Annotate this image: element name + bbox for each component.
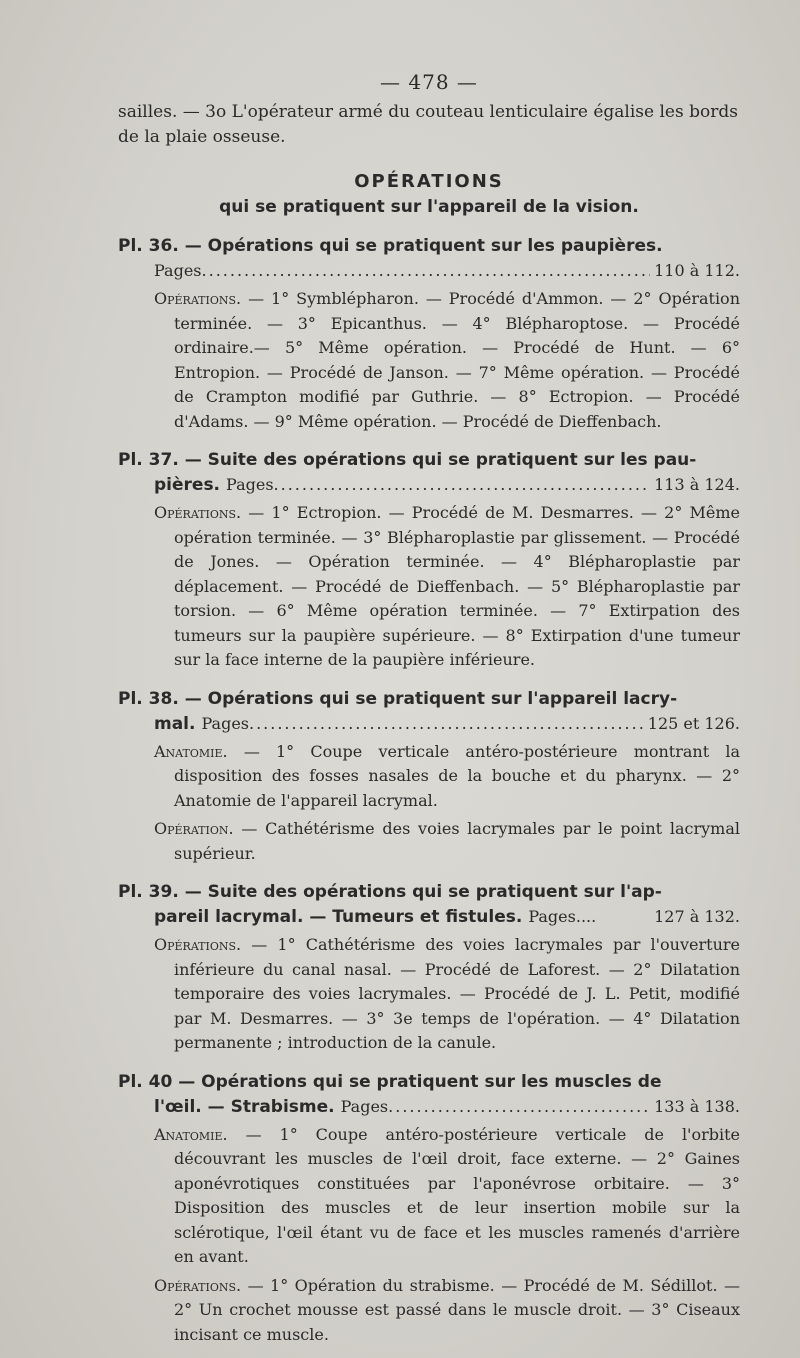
- plate-37: [118, 448, 740, 673]
- plate-title-cont: pières.: [154, 475, 221, 495]
- pages-label: Pages: [226, 475, 274, 494]
- plate-36: [118, 234, 740, 434]
- pages-label: Pages: [340, 1096, 389, 1116]
- leader-dots: [388, 1095, 650, 1119]
- leader-dots: [274, 473, 651, 497]
- pages-label: Pages: [201, 713, 249, 733]
- entry-text: — 1° Ectropion. — Procédé de M. Desmarres. — 2° Même opération terminée. — 3° Blépharoplastie par glissement. — Procédé de Jones. — Opération terminée. — 4° Blépharoplastie par déplacement. — Procédé de Dieffenbach. — 5° Blépharoplastie par torsion. — 6° Même opération terminée. — 7° Extirpation des tumeurs sur la paupière supérieure. — 8° Extirpation d'une tumeur sur la face interne de la paupière inférieure.: [174, 503, 740, 669]
- plate-title: Pl. 37. — Suite des opérations qui se pratiquent sur les pau-: [118, 450, 697, 470]
- entry-label: Opérations.: [154, 1275, 242, 1295]
- text-column: [118, 70, 740, 1347]
- pages-line: [118, 259, 740, 283]
- pages-line: [118, 473, 740, 497]
- entry-text: — Cathétérisme des voies lacrymales par le point lacrymal supérieur.: [174, 819, 740, 863]
- entry-label: Opérations.: [154, 935, 242, 954]
- spacer: [596, 905, 650, 929]
- pages-range: 133 à 138.: [654, 1096, 740, 1116]
- pages-line: [118, 905, 740, 929]
- entry-label: Opérations.: [154, 289, 242, 308]
- section-title: OPÉRATIONS: [354, 171, 504, 192]
- entry: [138, 501, 740, 673]
- plate-title-cont: pareil lacrymal. — Tumeurs et fistules.: [154, 907, 523, 927]
- entry-text: — 1° Symblépharon. — Procédé d'Ammon. — 2° Opération terminée. — 3° Epicanthus. — 4° Blépharoptose. — Procédé ordinaire.— 5° Même opération. — Procédé de Hunt. — 6° Entropion. — Procédé de Janson. — 7° Même opération. — Procédé de Crampton modifié par Guthrie. — 8° Ectropion. — Procédé d'Adams. — 9° Même opération. — Procédé de Dieffenbach.: [174, 289, 740, 431]
- entry-text: — 1° Cathétérisme des voies lacrymales par l'ouverture inférieure du canal nasal. — Procédé de Laforest. — 2° Dilatation temporaire des voies lacrymales. — Procédé de J. L. Petit, modifié par M. Desmarres. — 3° 3e temps de l'opération. — 4° Dilatation permanente ; introduction de la canule.: [174, 935, 740, 1052]
- entry: [138, 287, 740, 434]
- entry-text: — 1° Coupe antéro-postérieure verticale de l'orbite découvrant les muscles de l'œil droit, face externe. — 2° Gaines aponévrotiques constituées par l'aponévrose orbitaire. — 3° Disposition des muscles et de leur insertion mobile sur la sclérotique, l'œil étant vu de face et les muscles ramenés d'arrière en avant.: [174, 1124, 740, 1266]
- entry-text: — 1° Opération du strabisme. — Procédé de M. Sédillot. — 2° Un crochet mousse est passé dans le muscle droit. — 3° Ciseaux incisant ce muscle.: [174, 1275, 740, 1344]
- entry: [138, 1274, 740, 1348]
- entry-label: Opérations.: [154, 503, 242, 522]
- entry-label: Anatomie.: [154, 741, 228, 761]
- plate-title-cont: l'œil. — Strabisme.: [154, 1096, 335, 1117]
- pages-label: Pages: [154, 261, 202, 280]
- plate-38: [118, 687, 740, 867]
- pages-label: Pages....: [528, 907, 597, 926]
- plate-title: Pl. 36. — Opérations qui se pratiquent sur les paupières.: [118, 236, 663, 256]
- intro-line-1: sailles. — 3o L'opérateur armé du couteau lenticulaire égalise les bords: [118, 102, 738, 122]
- pages-range: 113 à 124.: [654, 475, 740, 494]
- section-subtitle: qui se pratiquent sur l'appareil de la vision.: [219, 197, 639, 217]
- plate-title: Pl. 40 — Opérations qui se pratiquent sur les muscles de: [118, 1071, 662, 1092]
- entry: [138, 817, 740, 866]
- intro-line-2: de la plaie osseuse.: [118, 127, 286, 147]
- pages-line: [118, 712, 740, 736]
- plate-40: [118, 1070, 740, 1348]
- plate-title: Pl. 39. — Suite des opérations qui se pratiquent sur l'ap-: [118, 882, 662, 902]
- entry-label: Anatomie.: [154, 1124, 228, 1144]
- leader-dots: [249, 712, 644, 736]
- entry: [138, 740, 740, 814]
- entry: [138, 933, 740, 1056]
- plate-title: Pl. 38. — Opérations qui se pratiquent sur l'appareil lacry-: [118, 688, 678, 709]
- pages-line: [118, 1095, 740, 1119]
- plate-39: [118, 880, 740, 1056]
- entry-label: Opération.: [154, 819, 234, 838]
- leader-dots: [202, 259, 651, 283]
- pages-range: 125 et 126.: [647, 713, 740, 733]
- page-number: — 478 —: [380, 70, 478, 94]
- pages-range: 110 à 112.: [654, 261, 740, 280]
- entry-text: — 1° Coupe verticale antéro-postérieure montrant la disposition des fosses nasales de la bouche et du pharynx. — 2° Anatomie de l'appareil lacrymal.: [174, 741, 741, 810]
- pages-range: 127 à 132.: [654, 907, 740, 926]
- entry: [138, 1123, 740, 1270]
- plate-title-cont: mal.: [154, 713, 196, 734]
